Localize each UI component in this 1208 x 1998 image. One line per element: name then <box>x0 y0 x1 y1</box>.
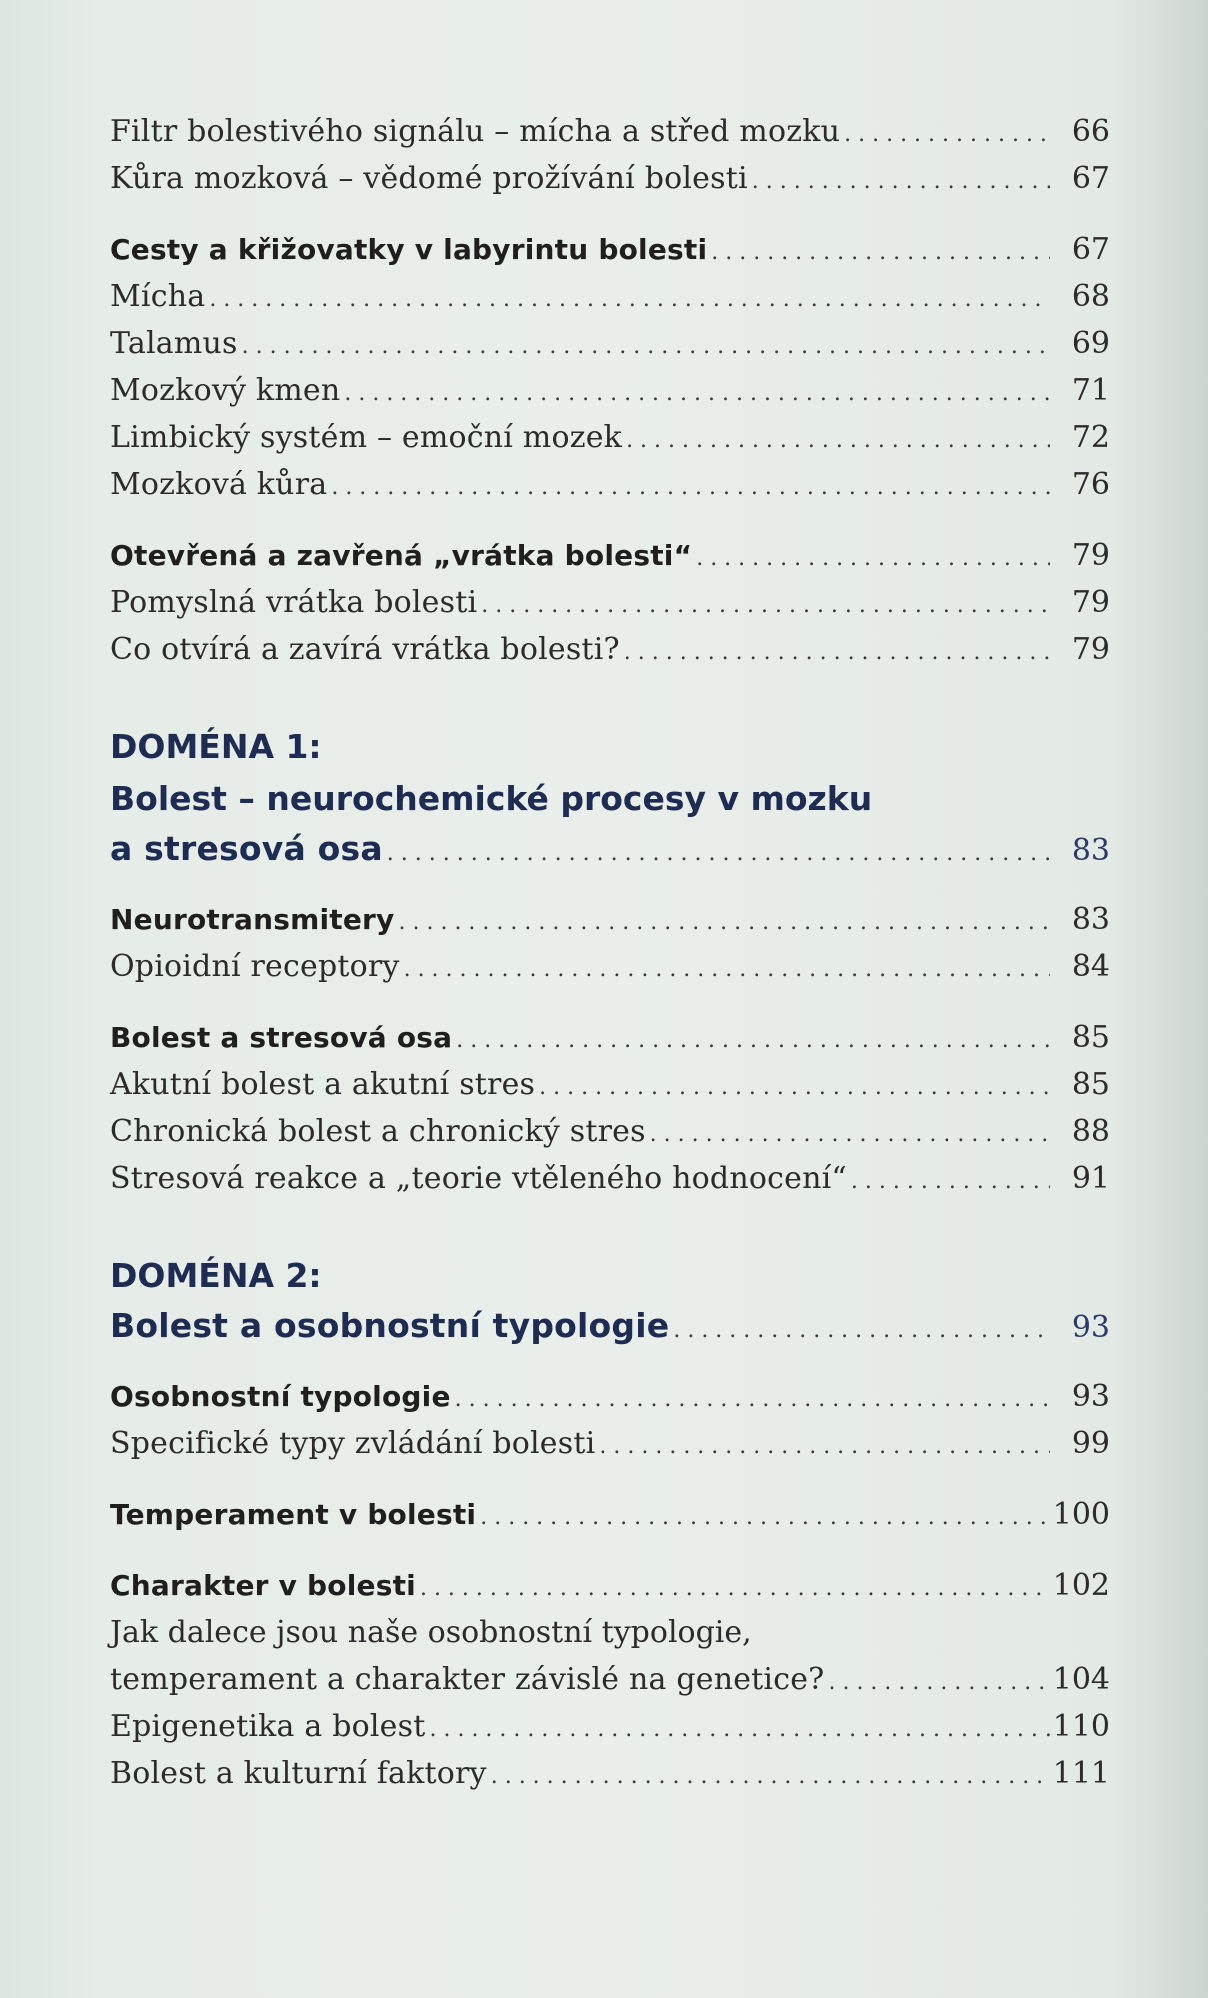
toc-entry[interactable] <box>110 1656 1110 1703</box>
toc-entry-page: 68 <box>1071 279 1110 314</box>
toc-entry-title: Stresová reakce a „teorie vtěleného hodnocení“ <box>110 1161 847 1196</box>
toc-section-page: 102 <box>1052 1568 1110 1603</box>
domain-title-line: Bolest – neurochemické procesy v mozku <box>110 779 873 818</box>
toc-section-heading[interactable] <box>110 896 1110 943</box>
toc-entry-page: 79 <box>1071 632 1110 667</box>
dot-leader <box>595 1423 1050 1470</box>
toc-entry[interactable] <box>110 414 1110 461</box>
toc-entry[interactable] <box>110 155 1110 202</box>
domain-title: Bolest a osobnostní typologie <box>110 1306 670 1345</box>
dot-leader <box>425 1706 1050 1753</box>
dot-leader <box>748 158 1050 205</box>
toc-entry[interactable] <box>110 108 1110 155</box>
toc-section-page: 93 <box>1071 1379 1110 1414</box>
toc-entry[interactable] <box>110 461 1110 508</box>
toc-entry[interactable] <box>110 626 1110 673</box>
domain-label: DOMÉNA 1: <box>110 727 322 766</box>
dot-leader <box>400 946 1050 993</box>
toc-entry-title: Pomyslná vrátka bolesti <box>110 585 478 620</box>
dot-leader <box>622 417 1050 464</box>
toc-entry-title: Filtr bolestivého signálu – mícha a střed mozku <box>110 114 841 149</box>
toc-section-page: 79 <box>1071 538 1110 573</box>
toc-domain-heading[interactable] <box>110 825 1110 872</box>
toc-section-title: Temperament v bolesti <box>110 1498 477 1531</box>
toc-domain-heading[interactable] <box>110 1302 1110 1349</box>
toc-entry[interactable] <box>110 943 1110 990</box>
toc-entry-page: 71 <box>1071 373 1110 408</box>
dot-leader <box>847 1158 1050 1205</box>
dot-leader <box>535 1064 1050 1111</box>
dot-leader <box>824 1659 1050 1706</box>
toc-entry-page: 72 <box>1071 420 1110 455</box>
toc-entry[interactable] <box>110 320 1110 367</box>
toc-entry-page: 67 <box>1071 161 1110 196</box>
toc-entry-title: Chronická bolest a chronický stres <box>110 1114 646 1149</box>
table-of-contents <box>110 108 1110 1797</box>
toc-section-page: 100 <box>1052 1497 1110 1532</box>
domain-title-line: a stresová osa <box>110 829 383 868</box>
dot-leader <box>340 370 1050 417</box>
toc-entry[interactable] <box>110 579 1110 626</box>
dot-leader <box>487 1753 1050 1800</box>
toc-entry-title: Talamus <box>110 326 238 361</box>
toc-entry-title: Bolest a kulturní faktory <box>110 1756 487 1791</box>
dot-leader <box>669 1307 1050 1354</box>
toc-entry-title: Kůra mozková – vědomé prožívání bolesti <box>110 161 748 196</box>
toc-entry[interactable] <box>110 273 1110 320</box>
toc-entry-page: 110 <box>1052 1709 1110 1744</box>
toc-entry-page: 88 <box>1071 1114 1110 1149</box>
toc-entry-page: 76 <box>1071 467 1110 502</box>
toc-section-heading[interactable] <box>110 1491 1110 1538</box>
toc-section-heading[interactable] <box>110 1373 1110 1420</box>
toc-entry-title: temperament a charakter závislé na genetice? <box>110 1662 825 1697</box>
toc-section-title: Bolest a stresová osa <box>110 1021 453 1054</box>
toc-section-heading[interactable] <box>110 226 1110 273</box>
toc-entry-title: Limbický systém – emoční mozek <box>110 420 623 455</box>
toc-entry[interactable] <box>110 1108 1110 1155</box>
dot-leader <box>692 535 1050 582</box>
toc-entry-title: Co otvírá a zavírá vrátka bolesti? <box>110 632 620 667</box>
toc-entry-page: 85 <box>1071 1067 1110 1102</box>
dot-leader <box>620 629 1050 676</box>
dot-leader <box>452 1017 1050 1064</box>
toc-domain-page: 93 <box>1071 1310 1110 1345</box>
toc-entry[interactable] <box>110 1750 1110 1797</box>
toc-section-title: Cesty a křižovatky v labyrintu bolesti <box>110 233 708 266</box>
toc-entry[interactable] <box>110 1703 1110 1750</box>
toc-domain-page: 83 <box>1071 833 1110 868</box>
dot-leader <box>451 1376 1050 1423</box>
dot-leader <box>395 899 1051 946</box>
dot-leader <box>416 1565 1050 1612</box>
dot-leader <box>646 1111 1050 1158</box>
toc-section-page: 85 <box>1071 1020 1110 1055</box>
toc-entry[interactable] <box>110 1420 1110 1467</box>
toc-entry[interactable] <box>110 1061 1110 1108</box>
toc-entry-title-line[interactable]: Jak dalece jsou naše osobnostní typologie, <box>110 1615 752 1650</box>
toc-entry-page: 104 <box>1052 1662 1110 1697</box>
toc-entry-title: Specifické typy zvládání bolesti <box>110 1426 596 1461</box>
dot-leader <box>238 323 1050 370</box>
toc-section-title: Charakter v bolesti <box>110 1569 416 1602</box>
toc-section-title: Osobnostní typologie <box>110 1380 451 1413</box>
toc-section-title: Otevřená a zavřená „vrátka bolesti“ <box>110 539 693 572</box>
toc-entry-page: 69 <box>1071 326 1110 361</box>
toc-section-title: Neurotransmitery <box>110 903 395 936</box>
toc-entry-title: Epigenetika a bolest <box>110 1709 426 1744</box>
toc-entry-title: Akutní bolest a akutní stres <box>110 1067 536 1102</box>
toc-entry-title: Mozkový kmen <box>110 373 341 408</box>
toc-entry-page: 111 <box>1052 1756 1110 1791</box>
toc-entry-page: 91 <box>1071 1161 1110 1196</box>
dot-leader <box>383 830 1050 877</box>
toc-entry-title: Opioidní receptory <box>110 949 400 984</box>
dot-leader <box>476 1494 1050 1541</box>
toc-entry-page: 99 <box>1071 1426 1110 1461</box>
toc-entry-page: 79 <box>1071 585 1110 620</box>
toc-entry-title: Mozková kůra <box>110 467 328 502</box>
dot-leader <box>707 229 1050 276</box>
toc-section-page: 83 <box>1071 902 1110 937</box>
toc-section-heading[interactable] <box>110 1014 1110 1061</box>
dot-leader <box>327 464 1050 511</box>
toc-entry[interactable] <box>110 1155 1110 1202</box>
toc-entry-title: Mícha <box>110 279 206 314</box>
dot-leader <box>840 111 1050 158</box>
toc-section-heading[interactable] <box>110 532 1110 579</box>
toc-entry-page: 84 <box>1071 949 1110 984</box>
toc-section-page: 67 <box>1071 232 1110 267</box>
toc-entry[interactable] <box>110 367 1110 414</box>
dot-leader <box>477 582 1050 629</box>
dot-leader <box>205 276 1050 323</box>
toc-entry-page: 66 <box>1071 114 1110 149</box>
domain-label: DOMÉNA 2: <box>110 1256 322 1295</box>
toc-section-heading[interactable] <box>110 1562 1110 1609</box>
